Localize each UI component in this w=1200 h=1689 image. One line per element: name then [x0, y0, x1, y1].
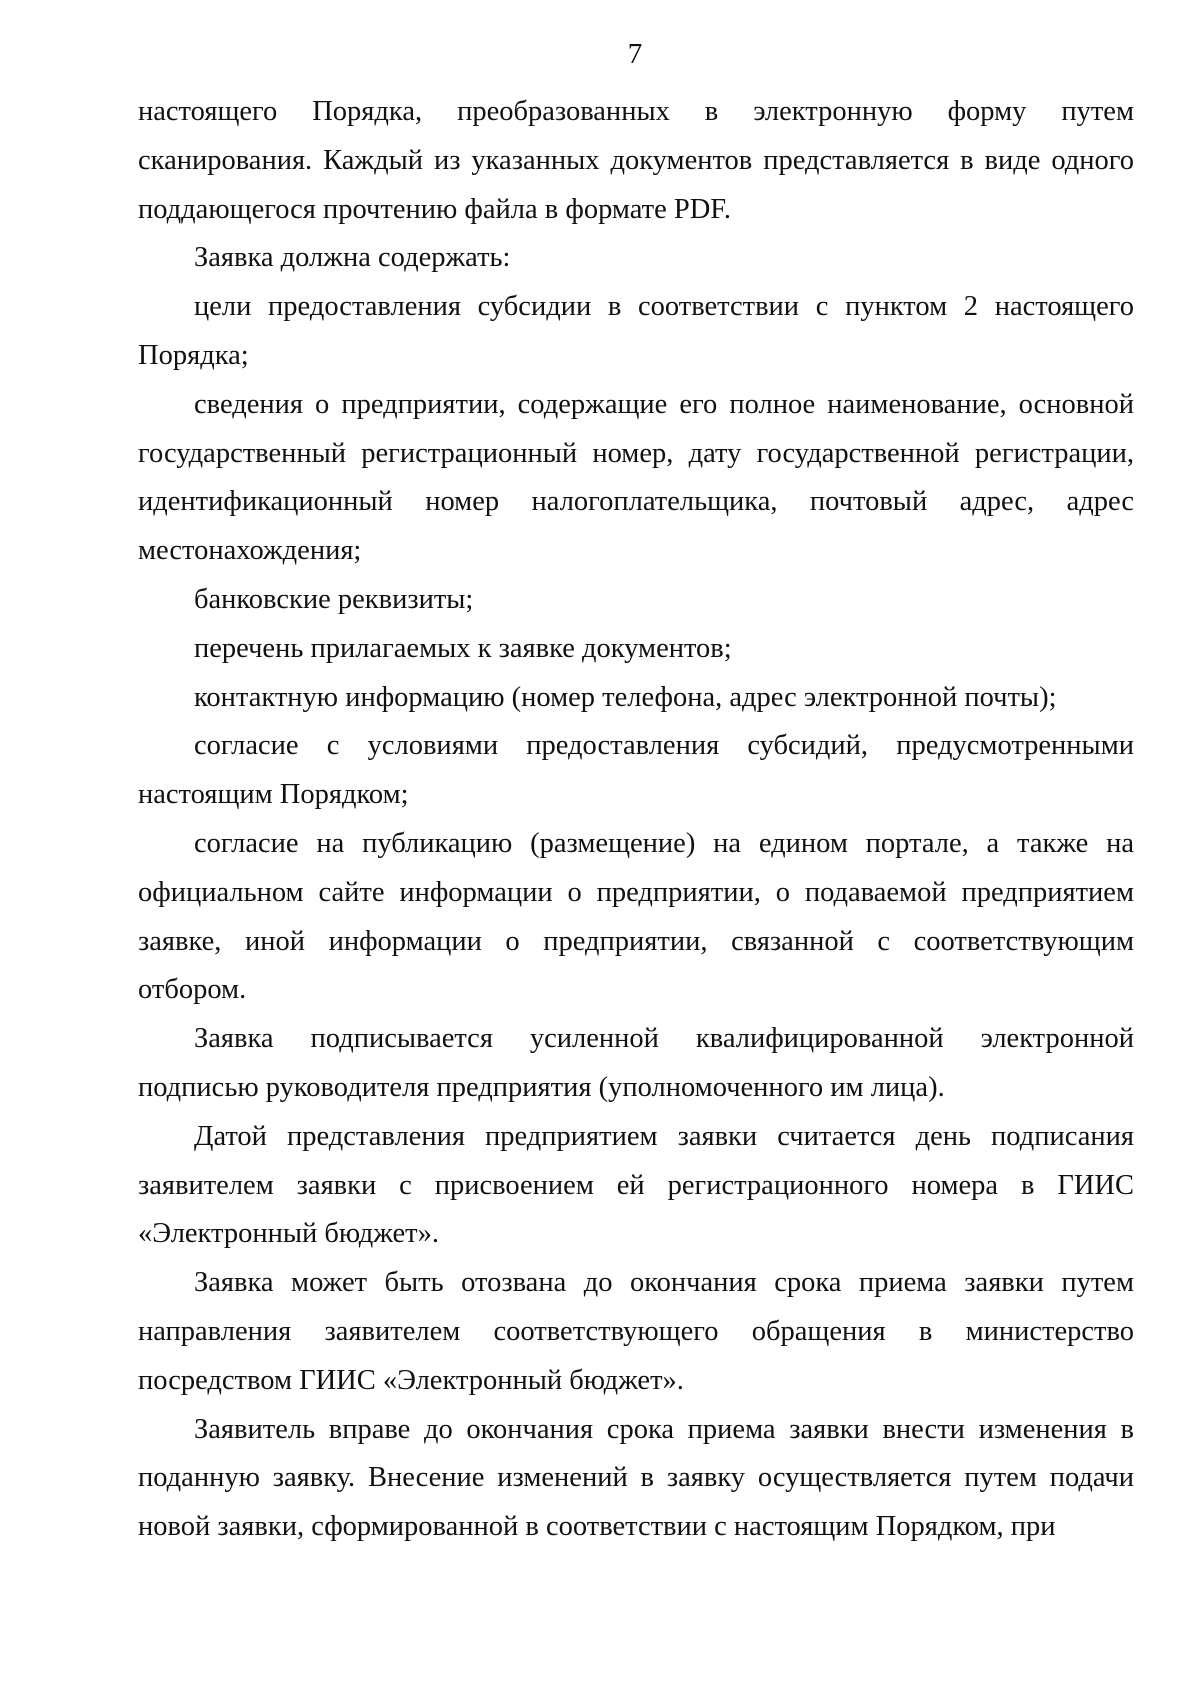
paragraph-subsidy-goals: цели предоставления субсидии в соответствии с пунктом 2 настоящего Порядка; — [138, 291, 1134, 371]
paragraph-withdrawal: Заявка может быть отозвана до окончания срока приема заявки путем направления заявителем соответствующего обращения в министерство посредством ГИИС «Электронный бюджет». — [138, 1267, 1134, 1396]
paragraph-bank-details: банковские реквизиты; — [194, 583, 474, 615]
paragraph-consent-publication: согласие на публикацию (размещение) на едином портале, а также на официальном сайте информации о предприятии, о подаваемой предприятием заявке, иной информации о предприятии, связанной с соответствующим отбором. — [138, 827, 1134, 1006]
paragraph-submission-date: Датой представления предприятием заявки считается день подписания заявителем заявки с присвоением ей регистрационного номера в ГИИС «Электронный бюджет». — [138, 1120, 1134, 1250]
page-number: 7 — [627, 38, 643, 70]
paragraph-enterprise-info: сведения о предприятии, содержащие его полное наименование, основной государственный регистрационный номер, дату государственной регистрации, идентификационный номер налогоплательщика, почтовый адрес, адрес местонахождения; — [138, 388, 1134, 567]
paragraph-attached-documents: перечень прилагаемых к заявке документов; — [194, 632, 732, 664]
paragraph-contact-info: контактную информацию (номер телефона, адрес электронной почты); — [194, 681, 1057, 713]
paragraph-amendments: Заявитель вправе до окончания срока приема заявки внести изменения в поданную заявку. Внесение изменений в заявку осуществляется путем подачи новой заявки, сформированной в соответствии с настоящим Порядком, при — [138, 1413, 1134, 1543]
paragraph-continuation: настоящего Порядка, преобразованных в электронную форму путем сканирования. Каждый из указанных документов представляется в виде одного поддающегося прочтению файла в формате PDF. — [138, 96, 1134, 225]
paragraph-signature: Заявка подписывается усиленной квалифицированной электронной подписью руководителя предприятия (уполномоченного им лица). — [138, 1023, 1134, 1103]
document-body — [138, 88, 1134, 1552]
paragraph-application-contents-intro: Заявка должна содержать: — [194, 242, 511, 274]
paragraph-consent-conditions: согласие с условиями предоставления субсидий, предусмотренными настоящим Порядком; — [138, 730, 1134, 811]
